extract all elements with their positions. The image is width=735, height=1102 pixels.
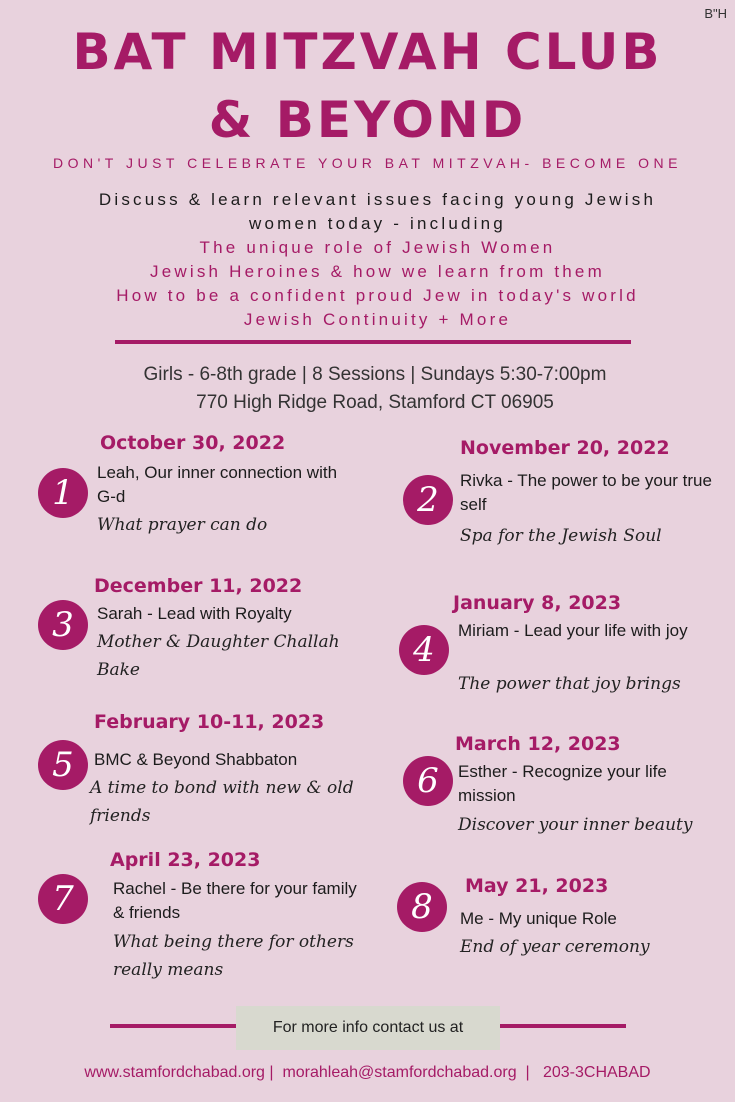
session-topic: Rachel - Be there for your family & friends: [113, 879, 357, 922]
contact-info-label: For more info contact us at: [236, 1006, 500, 1050]
session-date: March 12, 2023: [455, 733, 621, 755]
session-topic: Miriam - Lead your life with joy: [458, 621, 688, 640]
intro-topic-1: The unique role of Jewish Women: [199, 238, 556, 257]
session-date: May 21, 2023: [465, 875, 609, 897]
session-description: Mother & Daughter Challah Bake: [97, 632, 340, 680]
intro-line-1: Discuss & learn relevant issues facing young Jewish: [98, 190, 657, 209]
bh-mark: B"H: [704, 6, 727, 21]
tagline: DON'T JUST CELEBRATE YOUR BAT MITZVAH- BECOME ONE: [53, 155, 682, 171]
session-description: End of year ceremony: [460, 937, 650, 957]
session-number-badge: 7: [38, 874, 88, 924]
session-date: December 11, 2022: [94, 575, 303, 597]
session-description: Discover your inner beauty: [458, 815, 693, 835]
session-description: What prayer can do: [97, 515, 268, 535]
session-topic: Me - My unique Role: [460, 909, 617, 928]
program-details: Girls - 6-8th grade | 8 Sessions | Sundays 5:30-7:00pm: [143, 364, 607, 385]
session-number-badge: 6: [403, 756, 453, 806]
intro-topic-3: How to be a confident proud Jew in today's world: [116, 286, 639, 305]
session-date: November 20, 2022: [460, 437, 670, 459]
title-line-1: BAT MITZVAH CLUB: [72, 23, 663, 81]
intro-topic-2: Jewish Heroines & how we learn from them: [150, 262, 605, 281]
footer-divider-right: [499, 1024, 626, 1028]
title-line-2: & BEYOND: [208, 91, 527, 149]
session-number-badge: 5: [38, 740, 88, 790]
session-number-badge: 8: [397, 882, 447, 932]
session-topic: Leah, Our inner connection with G-d: [97, 463, 338, 506]
session-topic: Rivka - The power to be your true self: [460, 471, 712, 514]
session-date: February 10-11, 2023: [94, 711, 325, 733]
session-description: The power that joy brings: [458, 674, 681, 694]
footer-divider-left: [110, 1024, 237, 1028]
session-number-badge: 3: [38, 600, 88, 650]
session-date: October 30, 2022: [100, 432, 286, 454]
contact-details: www.stamfordchabad.org | morahleah@stamfordchabad.org | 203-3CHABAD: [84, 1064, 651, 1081]
session-topic: BMC & Beyond Shabbaton: [94, 750, 298, 769]
session-description: A time to bond with new & old friends: [90, 778, 354, 826]
session-topic: Esther - Recognize your life mission: [458, 762, 667, 805]
session-description: Spa for the Jewish Soul: [460, 526, 662, 546]
session-number-badge: 1: [38, 468, 88, 518]
divider-top: [115, 340, 631, 344]
session-number-badge: 4: [399, 625, 449, 675]
session-topic: Sarah - Lead with Royalty: [97, 604, 292, 623]
intro-topic-4: Jewish Continuity + More: [243, 310, 512, 329]
intro-line-2: women today - including: [249, 214, 506, 233]
session-date: April 23, 2023: [110, 849, 261, 871]
program-address: 770 High Ridge Road, Stamford CT 06905: [196, 392, 554, 413]
session-number-badge: 2: [403, 475, 453, 525]
session-description: What being there for others really means: [113, 932, 354, 980]
session-date: January 8, 2023: [453, 592, 622, 614]
